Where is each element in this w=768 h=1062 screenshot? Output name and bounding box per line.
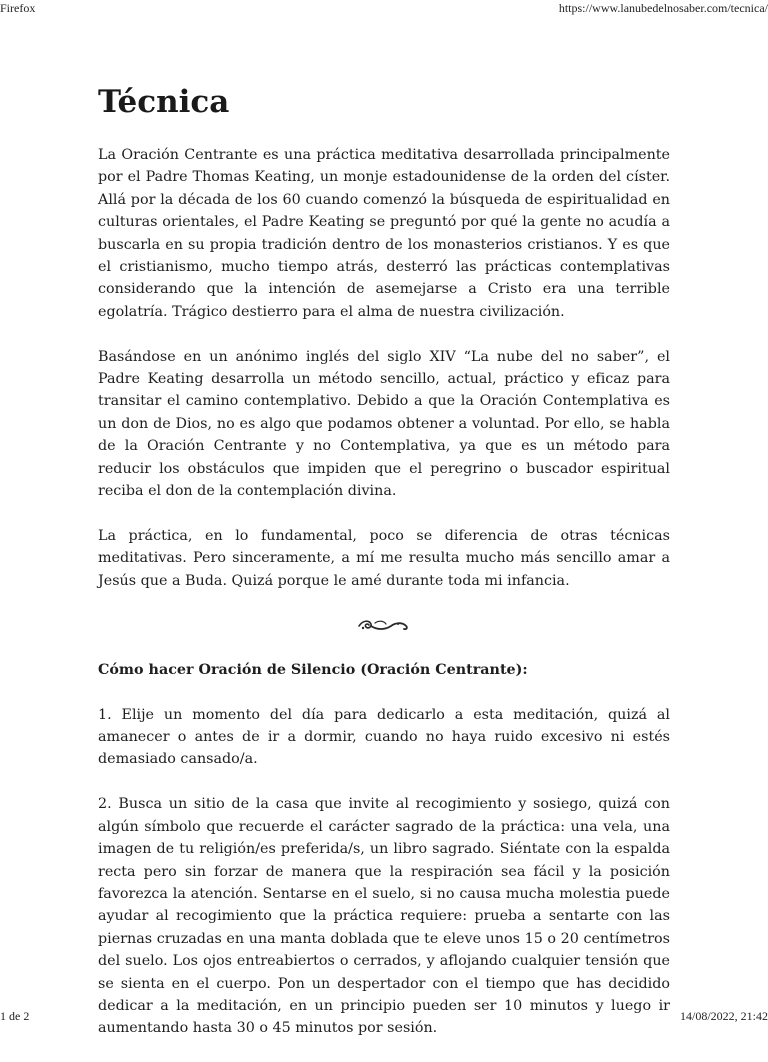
article-body bbox=[98, 144, 670, 1062]
page-indicator: 1 de 2 bbox=[0, 1009, 30, 1023]
print-footer bbox=[0, 1008, 768, 1024]
page-url: https://www.lanubedelnosaber.com/tecnica/ bbox=[558, 1, 768, 15]
print-header bbox=[0, 0, 768, 16]
intro-paragraph-3: La práctica, en lo fundamental, poco se diferencia de otras técnicas meditativas. Pero sinceramente, a mí me resulta mucho más sencillo amar a Jesús que a Buda. Quizá porque le amé durante toda mi infancia. bbox=[98, 527, 670, 589]
decorative-flourish-icon bbox=[98, 614, 670, 636]
browser-name: Firefox bbox=[0, 1, 36, 15]
print-timestamp: 14/08/2022, 21:42 bbox=[679, 1009, 768, 1023]
step-1: 1. Elije un momento del día para dedicarlo a esta meditación, quizá al amanecer o antes de ir a dormir, cuando no haya ruido excesivo ni estés demasiado cansado/a. bbox=[98, 706, 670, 768]
intro-paragraph-2: Basándose en un anónimo inglés del siglo XIV “La nube del no saber”, el Padre Keating desarrolla un método sencillo, actual, práctico y eficaz para transitar el camino contemplativo. Debido a que la Oración Contemplativa es un don de Dios, no es algo que podamos obtener a voluntad. Por ello, se habla de la Oración Centrante y no Contemplativa, ya que es un método para reducir los obstáculos que impiden que el peregrino o buscador espiritual reciba el don de la contemplación divina. bbox=[98, 348, 670, 500]
steps-heading: Cómo hacer Oración de Silencio (Oración Centrante): bbox=[98, 661, 528, 678]
step-2: 2. Busca un sitio de la casa que invite al recogimiento y sosiego, quizá con algún símbolo que recuerde el carácter sagrado de la práctica: una vela, una imagen de tu religión/es preferida/s, un libro sagrado. Siéntate con la espalda recta pero sin forzar de manera que la respiración sea fácil y la posición favorezca la atención. Sentarse en el suelo, si no causa mucha molestia puede ayudar al recogimiento que la práctica requiere: prueba a sentarte con las piernas cruzadas en una manta doblada que te eleve unos 15 o 20 centímetros del suelo. Los ojos entreabiertos o cerrados, y aflojando cualquier tensión que se sienta en el cuerpo. Pon un despertador con el tiempo que has decidido dedicar a la meditación, en un principio pueden ser 10 minutos y luego ir aumentando hasta 30 o 45 minutos por sesión. bbox=[98, 796, 670, 1037]
page-title: Técnica bbox=[98, 84, 230, 120]
intro-paragraph-1: La Oración Centrante es una práctica meditativa desarrollada principalmente por el Padre Thomas Keating, un monje estadounidense de la orden del císter. Allá por la década de los 60 cuando comenzó la búsqueda de espiritualidad en culturas orientales, el Padre Keating se preguntó por qué la gente no acudía a buscarla en su propia tradición dentro de los monasterios cristianos. Y es que el cristianismo, mucho tiempo atrás, desterró las prácticas contemplativas considerando que la intención de asemejarse a Cristo era una terrible egolatría. Trágico destierro para el alma de nuestra civilización. bbox=[98, 147, 670, 320]
